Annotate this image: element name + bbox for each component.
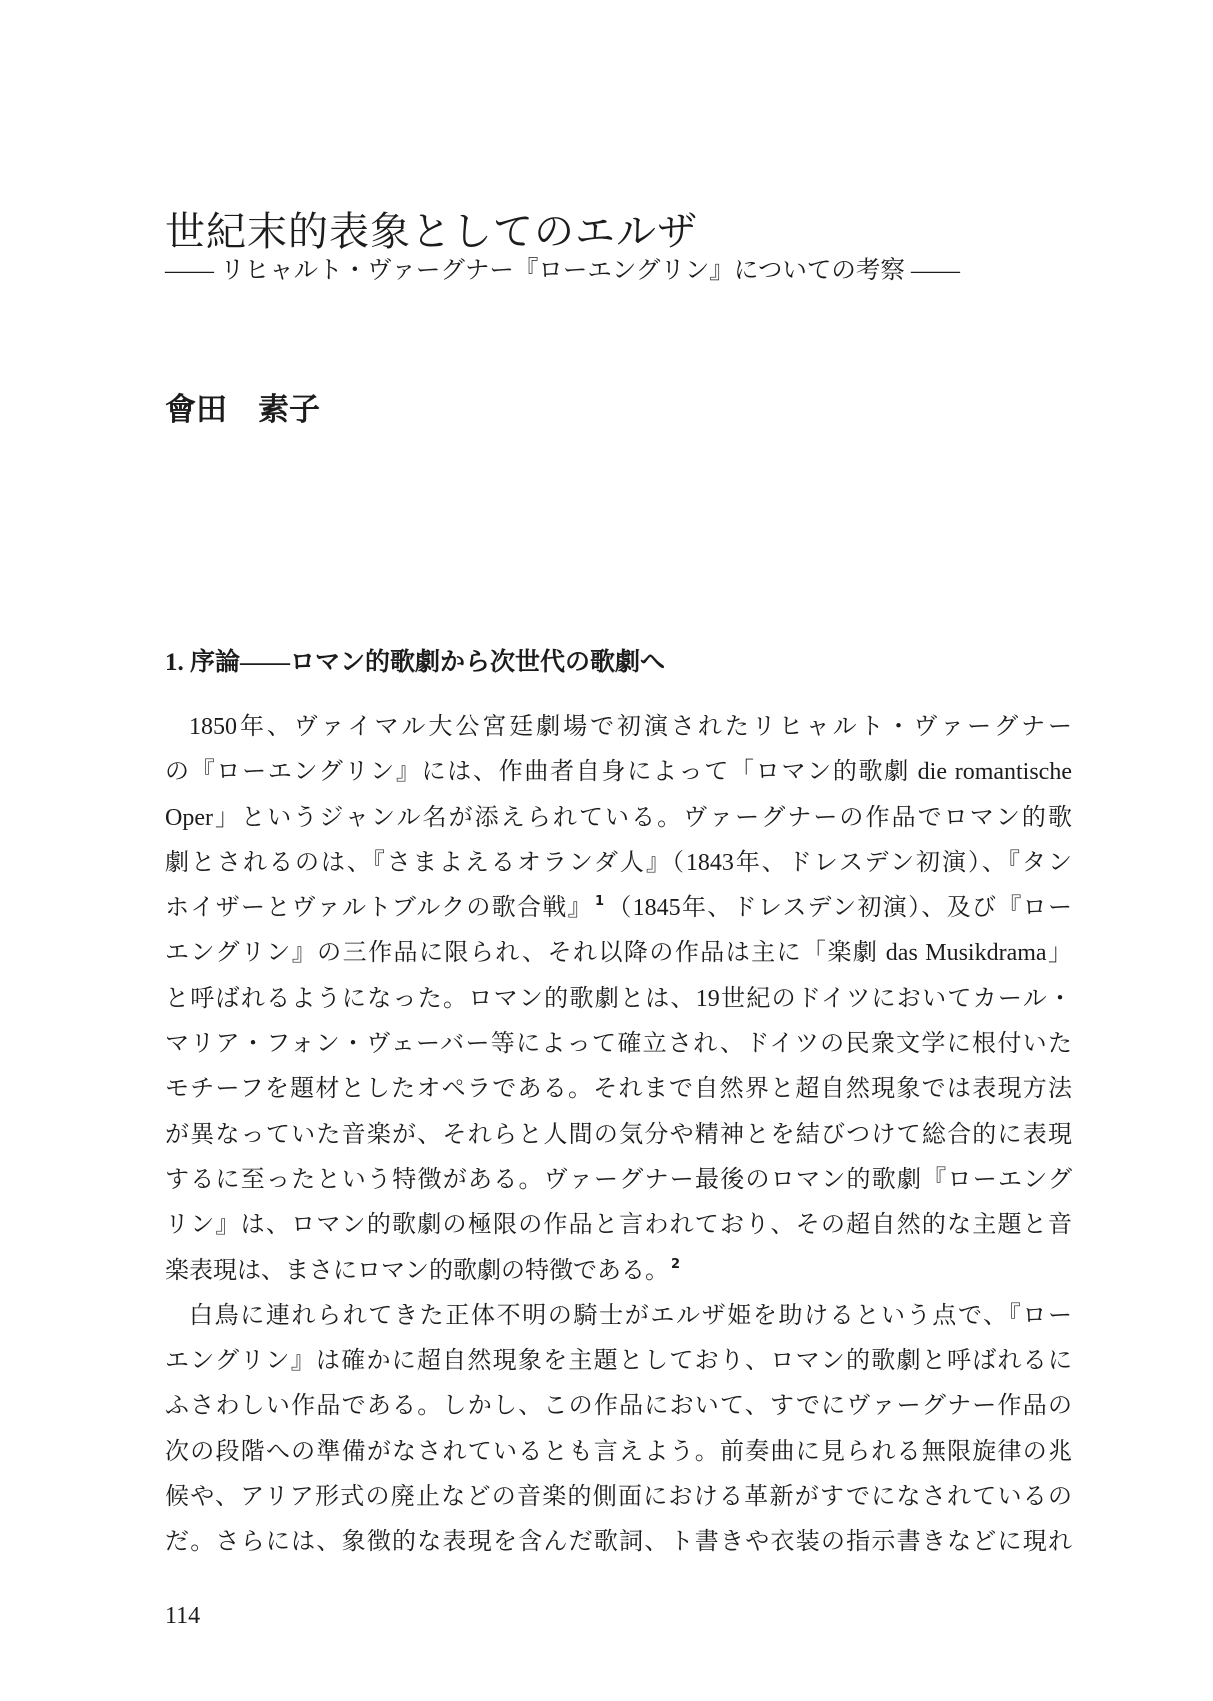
line-text: ホイザーとヴァルトブルクの歌合戦』 [165, 895, 593, 922]
body-line: リン』は、ロマン的歌劇の極限の作品と言われており、その超自然的な主題と音 [165, 1212, 1072, 1239]
body-line: 候や、アリア形式の廃止などの音楽的側面における革新がすでになされているの [165, 1484, 1072, 1511]
line-text: 楽表現は、まさにロマン的歌劇の特徴である。 [165, 1257, 669, 1284]
body-line [165, 1249, 1072, 1294]
paragraph [165, 1294, 1072, 1566]
body-line: 次の段階への準備がなされているとも言えよう。前奏曲に見られる無限旋律の兆 [165, 1438, 1072, 1465]
body-line: モチーフを題材としたオペラである。それまで自然界と超自然現象では表現方法 [165, 1076, 1072, 1103]
body-line [165, 886, 1072, 931]
page-number: 114 [165, 1603, 201, 1629]
body-line: 白鳥に連れられてきた正体不明の騎士がエルザ姫を助けるという点で、『ロー [189, 1302, 1072, 1329]
body-line: の『ローエングリン』には、作曲者自身によって「ロマン的歌劇 die romantische [165, 759, 1072, 786]
section-heading: 1. 序論――ロマン的歌劇から次世代の歌劇へ [165, 649, 666, 676]
body-line: エングリン』の三作品に限られ、それ以降の作品は主に「楽劇 das Musikdrama」 [165, 940, 1072, 967]
body-line: エングリン』は確かに超自然現象を主題としており、ロマン的歌劇と呼ばれるに [165, 1348, 1072, 1375]
body-line: 劇とされるのは、『さまよえるオランダ人』（1843年、ドレスデン初演）、『タン [165, 849, 1072, 876]
body-line: 1850年、ヴァイマル大公宮廷劇場で初演されたリヒャルト・ヴァーグナー [189, 714, 1072, 740]
line-text: （1845年、ドレスデン初演）、及び『ロー [606, 895, 1072, 922]
body-line: ふさわしい作品である。しかし、この作品において、すでにヴァーグナー作品の [165, 1393, 1072, 1420]
body-line: Oper」というジャンル名が添えられている。ヴァーグナーの作品でロマン的歌 [165, 804, 1072, 831]
body-line: が異なっていた音楽が、それらと人間の気分や精神とを結びつけて総合的に表現 [165, 1121, 1072, 1148]
body-text [165, 705, 1072, 1566]
body-line: だ。さらには、象徴的な表現を含んだ歌詞、ト書きや衣装の指示書きなどに現れ [165, 1529, 1072, 1556]
paper-title: 世紀末的表象としてのエルザ [165, 209, 698, 254]
paper-subtitle: ―― リヒャルト・ヴァーグナー『ローエングリン』についての考察 ―― [165, 257, 961, 284]
body-line: と呼ばれるようになった。ロマン的歌劇とは、19世紀のドイツにおいてカール・ [165, 985, 1072, 1012]
body-line: するに至ったという特徴がある。ヴァーグナー最後のロマン的歌劇『ローエング [165, 1166, 1072, 1193]
paragraph [165, 705, 1072, 1294]
author-name: 會田 素子 [165, 392, 320, 427]
footnote-ref: 2 [671, 1256, 681, 1272]
footnote-ref: 1 [594, 894, 604, 910]
body-line: マリア・フォン・ヴェーバー等によって確立され、ドイツの民衆文学に根付いた [165, 1031, 1072, 1058]
